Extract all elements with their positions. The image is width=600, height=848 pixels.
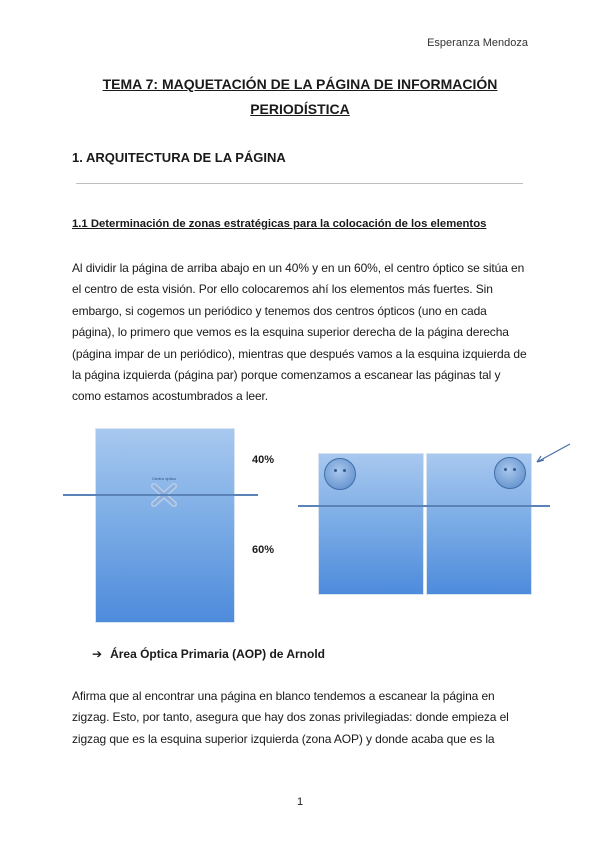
page-number: 1: [296, 796, 304, 808]
left-page-smiley-icon: [324, 458, 356, 490]
heading-divider: [76, 183, 523, 184]
bullet-aop: [92, 647, 325, 661]
title-line-2: PERIODÍSTICA: [250, 101, 350, 117]
optical-line-left: [63, 494, 258, 496]
title-line-1: TEMA 7: MAQUETACIÓN DE LA PÁGINA DE INFORMACIÓN: [102, 76, 498, 92]
subsection-heading: 1.1 Determinación de zonas estratégicas para la colocación de los elementos: [72, 218, 487, 230]
aop-paragraph: Afirma que al encontrar una página en blanco tendemos a escanear la página en zigzag. Esto, por tanto, asegura que hay dos zonas privilegiadas: donde empieza el zigzag que es la esquina superior izquierda (zona AOP) y donde acaba que es la: [72, 689, 509, 746]
pointer-arrow-icon: [532, 442, 572, 466]
section-heading: 1. ARQUITECTURA DE LA PÁGINA: [72, 150, 286, 165]
percent-bottom-label: 60%: [252, 544, 275, 556]
bullet-text: Área Óptica Primaria (AOP) de Arnold: [110, 647, 326, 661]
right-page-smiley-icon: [494, 457, 526, 489]
bullet-arrow-icon: ➔: [92, 647, 103, 661]
page-title: [60, 72, 540, 122]
single-page-diagram: [95, 428, 235, 623]
optical-center-label: Centro óptico: [152, 476, 176, 481]
optical-line-right: [298, 505, 550, 507]
percent-top-label: 40%: [252, 454, 275, 466]
author-name: Esperanza Mendoza: [427, 37, 528, 49]
intro-paragraph: Al dividir la página de arriba abajo en un 40% y en un 60%, el centro óptico se sitúa en el centro de esta visión. Por ello colocaremos ahí los elementos más fuertes. Sin embargo, si cogemos un periódico y tenemos dos centros ópticos (uno en cada página), lo primero que vemos es la esquina superior derecha de la página derecha (página impar de un periódico), mientras que después vamos a la esquina izquierda de la página izquierda (página par) porque comenzamos a escanear las páginas tal y como estamos acostumbrados a leer.: [72, 261, 527, 404]
